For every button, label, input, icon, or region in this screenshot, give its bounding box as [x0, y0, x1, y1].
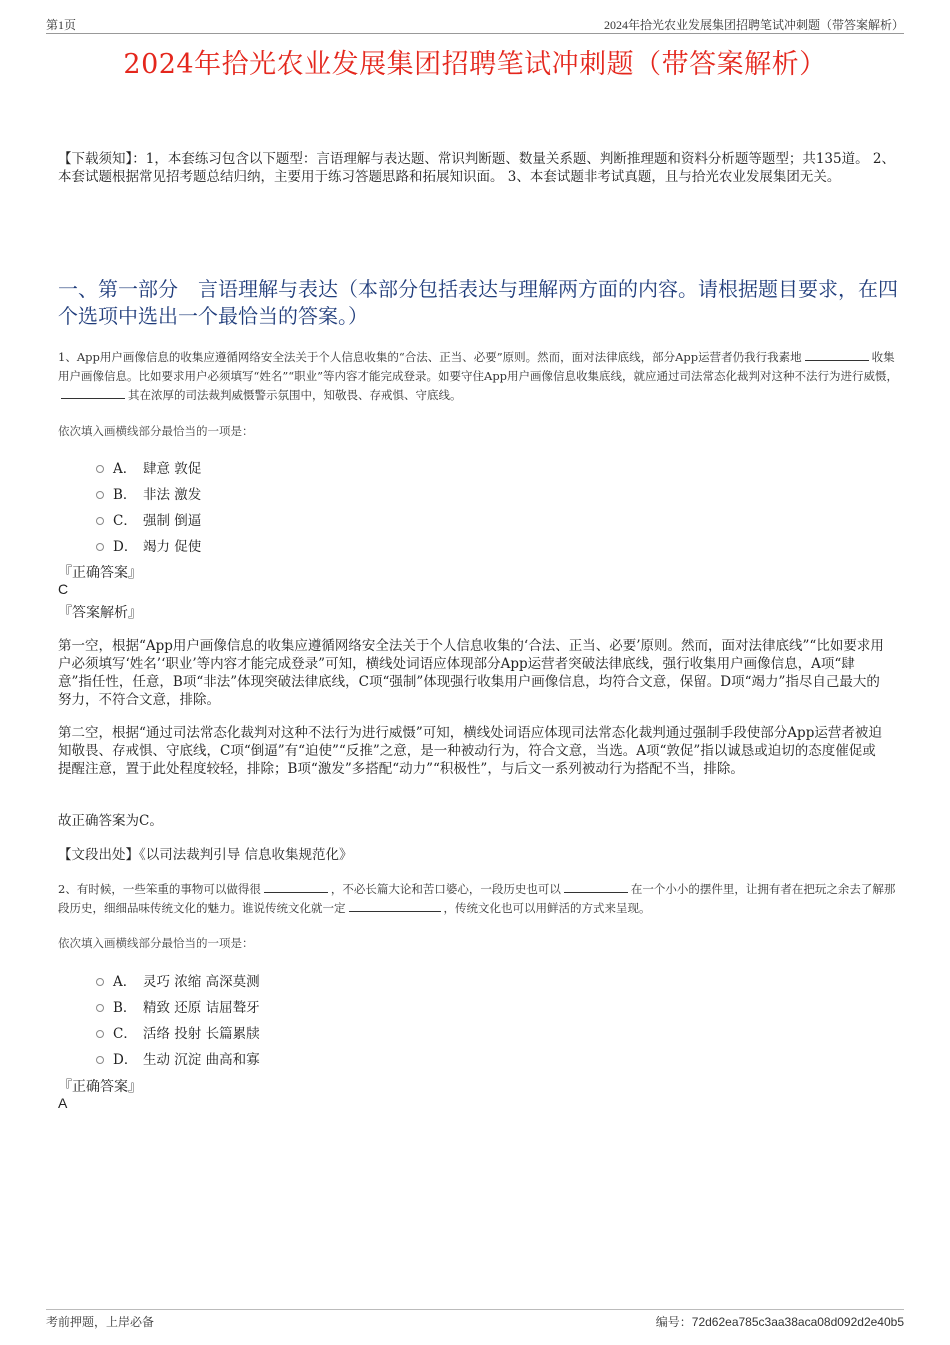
- document-title: 2024年拾光农业发展集团招聘笔试冲刺题（带答案解析）: [123, 49, 827, 80]
- q2-answer: A: [58, 1095, 68, 1111]
- q2-option-d[interactable]: D． 生动 沉淀 曲高和寡: [96, 1048, 260, 1068]
- question-2-stem: 2、有时候，一些笨重的事物可以做得很 ，不必长篇大论和苦口婆心，一段历史也可以 在一个小小的摆件里，让拥有者在把玩之余去了解那段历史，细细品味传统文化的魅力。谁说传统文化就一定 ，传统文化也可以用鲜活的方式来呈现。: [58, 882, 896, 915]
- footer-code-value: 72d62ea785c3aa38aca08d092d2e40b5: [691, 1315, 904, 1329]
- q1-option-d[interactable]: D． 竭力 促使: [96, 535, 201, 555]
- footer-slogan: 考前押题，上岸必备: [46, 1315, 155, 1329]
- blank-1: [805, 348, 869, 361]
- blank-2: [61, 386, 125, 399]
- q1-answer: C: [58, 581, 69, 597]
- running-header-title: 2024年拾光农业发展集团招聘笔试冲刺题（带答案解析）: [603, 18, 904, 32]
- q1-source: 【文段出处】《以司法裁判引导 信息收集规范化》: [58, 847, 353, 863]
- section-heading: 一、第一部分 言语理解与表达（本部分包括表达与理解两方面的内容。请根据题目要求，在四个选项中选出一个最恰当的答案。）: [58, 277, 898, 328]
- q1-option-c[interactable]: C． 强制 倒逼: [96, 509, 201, 529]
- download-notice: 【下载须知】：1，本套练习包含以下题型：言语理解与表达题、常识判断题、数量关系题、判断推理题和资料分析题等题型；共135道。 2、本套试题根据常见招考题总结归纳，主要用于练习答题思路和拓展知识面。 3、本套试题非考试真题，且与拾光农业发展集团无关。: [58, 151, 895, 185]
- q2-option-b[interactable]: B． 精致 还原 诘屈聱牙: [96, 996, 260, 1016]
- question-1-stem: 1、App用户画像信息的收集应遵循网络安全法关于个人信息收集的“合法、正当、必要”原则。然而，面对法律底线，部分App运营者仍我行我素地 收集用户画像信息。比如要求用户必须填写“姓名”“职业”等内容才能完成登录。如要守住App用户画像信息收集底线，就应通过司法常态化裁判对这种不法行为进行威慑，其在浓厚的司法裁判威慑警示氛围中，知敬畏、存戒惧、守底线。: [58, 350, 899, 402]
- footer-code-label: 编号：: [655, 1315, 692, 1329]
- radio-icon[interactable]: [96, 517, 104, 525]
- radio-icon[interactable]: [96, 1030, 104, 1038]
- page-number: 第1页: [46, 18, 77, 32]
- q1-option-a[interactable]: A． 肆意 敦促: [96, 457, 201, 477]
- radio-icon[interactable]: [96, 978, 104, 986]
- radio-icon[interactable]: [96, 1004, 104, 1012]
- q1-option-b[interactable]: B． 非法 激发: [96, 483, 201, 503]
- blank-2: [564, 880, 628, 893]
- question-1-prompt: 依次填入画横线部分最恰当的一项是：: [58, 424, 254, 438]
- radio-icon[interactable]: [96, 543, 104, 551]
- q1-analysis-paragraph-1: 第一空，根据“App用户画像信息的收集应遵循网络安全法关于个人信息收集的‘合法、正当、必要’原则。然而，面对法律底线”“比如要求用户必须填写‘姓名’‘职业’等内容才能完成登录”可知，横线处词语应体现部分App运营者突破法律底线，强行收集用户画像信息，A项“肆意”指任性，任意，B项“非法”体现突破法律底线，C项“强制”体现强行收集用户画像信息，均符合文意，保留。D项“竭力”指尽自己最大的努力，不符合文意，排除。: [58, 638, 884, 708]
- q1-conclusion: 故正确答案为C。: [58, 813, 163, 829]
- blank-1: [264, 880, 328, 893]
- radio-icon[interactable]: [96, 1056, 104, 1064]
- radio-icon[interactable]: [96, 465, 104, 473]
- q1-answer-label: 『正确答案』: [58, 565, 142, 581]
- question-2-prompt: 依次填入画横线部分最恰当的一项是：: [58, 936, 254, 950]
- q1-analysis-label: 『答案解析』: [58, 605, 142, 621]
- header-divider: [46, 33, 904, 34]
- q2-answer-label: 『正确答案』: [58, 1079, 142, 1095]
- footer-divider: [46, 1309, 904, 1310]
- q2-option-a[interactable]: A． 灵巧 浓缩 高深莫测: [96, 970, 260, 990]
- radio-icon[interactable]: [96, 491, 104, 499]
- q2-option-c[interactable]: C． 活络 投射 长篇累牍: [96, 1022, 260, 1042]
- blank-3: [349, 899, 441, 912]
- q1-analysis-paragraph-2: 第二空，根据“通过司法常态化裁判对这种不法行为进行威慑”可知，横线处词语应体现司法常态化裁判通过强制手段使部分App运营者被迫知敬畏、存戒惧、守底线，C项“倒逼”有“迫使”“反推”之意，是一种被动行为，符合文意，当选。A项“敦促”指以诚恳或迫切的态度催促或提醒注意，置于此处程度较轻，排除；B项“激发”多搭配“动力”“积极性”，与后文一系列被动行为搭配不当，排除。: [58, 725, 882, 777]
- footer-code: [656, 1313, 904, 1330]
